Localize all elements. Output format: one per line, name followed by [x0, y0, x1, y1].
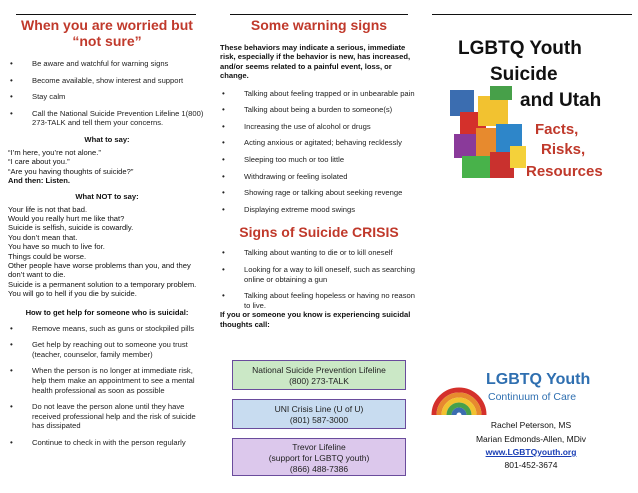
box-line: Trevor Lifeline	[292, 442, 346, 452]
watch-list	[8, 59, 206, 128]
cover-title-line: and Utah	[520, 90, 602, 111]
then-listen: And then: Listen.	[8, 176, 71, 186]
list-item: • Talking about being a burden to someone(s)	[220, 105, 418, 115]
not-say-line: You will go to hell if you die by suicide.	[8, 289, 137, 299]
list-item: • Become available, show interest and support	[8, 76, 206, 86]
list-item: • Do not leave the person alone until they have received professional help and the risk of suicide has dissipated	[8, 402, 206, 431]
logo-subtext: Continuum of Care	[488, 391, 577, 403]
not-say-line: Would you really hurt me like that?	[8, 214, 125, 223]
say-line: “I’m here, you’re not alone.”	[8, 147, 101, 157]
box-line: (866) 488-7386	[289, 464, 349, 474]
list-item: • Stay calm	[8, 92, 206, 102]
not-say-line: Your life is not that bad.	[8, 204, 88, 214]
list-item: • Withdrawing or feeling isolated	[220, 172, 418, 182]
box-line: UNI Crisis Line (U of U)	[274, 404, 364, 414]
list-item: • Looking for a way to kill oneself, such as searching online or obtaining a gun	[220, 265, 418, 284]
logo-text: LGBTQ Youth	[486, 371, 591, 388]
website-link[interactable]: www.LGBTQyouth.org	[485, 447, 577, 457]
top-rule	[16, 14, 196, 15]
list-item: • Talking about feeling trapped or in unbearable pain	[220, 89, 418, 99]
box-line: National Suicide Prevention Lifeline	[252, 365, 386, 375]
warning-intro: These behaviors may indicate a serious, immediate risk, especially if the behavior is new, has increased, and/or seems related to a painful event, loss, or change.	[220, 43, 411, 81]
box-line: (support for LGBTQ youth)	[268, 453, 370, 463]
not-say-line: Suicide is a permanent solution to a temporary problem.	[8, 279, 197, 289]
box-line: (801) 587-3000	[289, 415, 349, 425]
not-say-line: Other people have worse problems than you, and they don’t want to die.	[8, 261, 191, 280]
crisis-title: Signs of Suicide CRISIS	[239, 224, 399, 241]
uni-crisis-box	[232, 399, 406, 429]
list-item: • Talking about wanting to die or to kill oneself	[220, 248, 418, 258]
rainbow-arc-icon	[430, 367, 488, 415]
panel2-title: Some warning signs	[250, 17, 388, 33]
list-item: • Increasing the use of alcohol or drugs	[220, 122, 418, 132]
lgbtq-youth-logo	[430, 367, 630, 417]
panel-cover	[424, 0, 638, 493]
not-to-say-heading: What NOT to say:	[75, 191, 139, 201]
what-to-say-heading: What to say:	[84, 134, 130, 144]
top-rule	[432, 14, 632, 15]
box-line: (800) 273-TALK	[289, 376, 349, 386]
credit-name: Rachel Peterson, MS	[490, 420, 572, 430]
list-item: • Sleeping too much or too little	[220, 155, 418, 165]
cover-subtitle-line: Resources	[526, 163, 603, 180]
warning-list	[220, 89, 418, 215]
not-say-line: You don’t mean that.	[8, 232, 78, 242]
say-line: “I care about you.”	[8, 157, 70, 167]
crisis-list	[220, 248, 418, 310]
closing-text: If you or someone you know is experiencing suicidal thoughts call:	[220, 310, 411, 329]
list-item: • Get help by reaching out to someone you trust (teacher, counselor, family member)	[8, 340, 206, 359]
list-item: • Showing rage or talking about seeking revenge	[220, 188, 418, 198]
list-item: • Talking about feeling hopeless or having no reason to live.	[220, 291, 418, 310]
trevor-box	[232, 438, 406, 476]
help-heading: How to get help for someone who is suicidal:	[25, 307, 189, 317]
list-item: • Be aware and watchful for warning signs	[8, 59, 206, 69]
help-list	[8, 324, 206, 448]
panel1-title: When you are worried but “not sure”	[21, 17, 193, 49]
panel-worried	[0, 0, 212, 493]
cover-subtitle-line: Risks,	[541, 141, 586, 158]
not-say-line: You have so much to live for.	[8, 242, 105, 252]
list-item: • Remove means, such as guns or stockpiled pills	[8, 324, 206, 334]
list-item: • Displaying extreme mood swings	[220, 205, 418, 215]
credit-name: Marian Edmonds-Allen, MDiv	[475, 434, 587, 444]
lifeline-box	[232, 360, 406, 390]
not-say-line: Things could be worse.	[8, 251, 87, 261]
list-item: • When the person is no longer at immediate risk, help them make an appointment to see a mental health professional as soon as possible	[8, 366, 206, 395]
top-rule	[230, 14, 408, 15]
list-item: • Acting anxious or agitated; behaving recklessly	[220, 138, 418, 148]
rainbow-utah-shape-icon	[450, 86, 528, 182]
panel-warning-signs	[212, 0, 424, 493]
cover-title-line: Suicide	[490, 64, 558, 85]
cover-title-line: LGBTQ Youth	[458, 38, 582, 59]
not-say-line: Suicide is selfish, suicide is cowardly.	[8, 223, 134, 233]
list-item: • Call the National Suicide Prevention Lifeline 1(800) 273-TALK and tell them your concerns.	[8, 109, 206, 128]
say-line: “Are you having thoughts of suicide?”	[8, 166, 134, 176]
list-item: • Continue to check in with the person regularly	[8, 438, 206, 448]
cover-subtitle-line: Facts,	[535, 121, 579, 138]
phone-number: 801-452-3674	[504, 460, 558, 470]
